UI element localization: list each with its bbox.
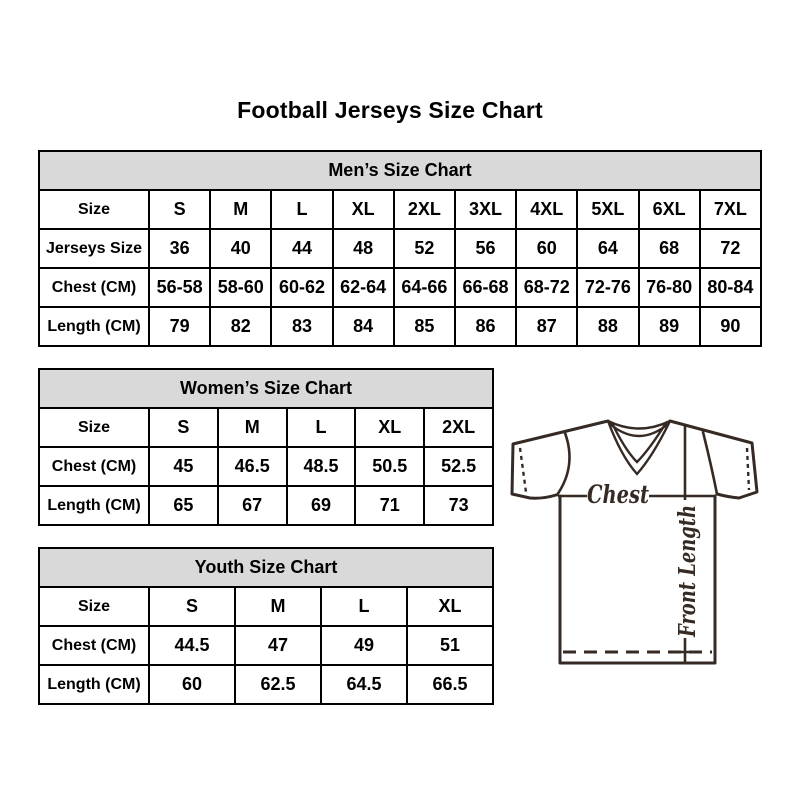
size-value-cell: 86	[455, 307, 516, 346]
row-label: Length (CM)	[39, 665, 149, 704]
size-value-cell: 40	[210, 229, 271, 268]
size-value-cell: 72	[700, 229, 761, 268]
size-value-cell: 6XL	[639, 190, 700, 229]
row-label: Chest (CM)	[39, 268, 149, 307]
size-value-cell: 45	[149, 447, 218, 486]
table-row	[39, 587, 493, 626]
size-value-cell: 68-72	[516, 268, 577, 307]
jersey-measurement-diagram	[503, 398, 781, 680]
size-value-cell: 62-64	[333, 268, 394, 307]
size-value-cell: L	[271, 190, 332, 229]
left-cuff-dashed-line	[520, 448, 526, 492]
size-value-cell: 83	[271, 307, 332, 346]
womens-size-table	[38, 368, 494, 526]
front-length-label: Front Length	[674, 467, 701, 637]
right-cuff-dashed-line	[747, 448, 749, 490]
left-armhole-seam	[557, 433, 570, 495]
table-row	[39, 408, 493, 447]
table-row	[39, 665, 493, 704]
size-value-cell: 80-84	[700, 268, 761, 307]
size-value-cell: 52.5	[424, 447, 493, 486]
right-sleeve-outline	[670, 421, 757, 498]
size-value-cell: 56	[455, 229, 516, 268]
size-value-cell: S	[149, 190, 210, 229]
size-value-cell: 5XL	[577, 190, 638, 229]
size-value-cell: 7XL	[700, 190, 761, 229]
size-value-cell: 60	[149, 665, 235, 704]
size-value-cell: 64.5	[321, 665, 407, 704]
size-value-cell: XL	[355, 408, 424, 447]
right-armhole-seam	[703, 432, 717, 494]
size-value-cell: 68	[639, 229, 700, 268]
row-label: Size	[39, 408, 149, 447]
table-row	[39, 190, 761, 229]
size-value-cell: 48.5	[287, 447, 356, 486]
size-value-cell: 51	[407, 626, 493, 665]
size-value-cell: 48	[333, 229, 394, 268]
size-value-cell: 49	[321, 626, 407, 665]
size-value-cell: 62.5	[235, 665, 321, 704]
size-value-cell: 36	[149, 229, 210, 268]
row-label: Size	[39, 190, 149, 229]
size-value-cell: 67	[218, 486, 287, 525]
size-value-cell: M	[235, 587, 321, 626]
size-value-cell: 47	[235, 626, 321, 665]
size-value-cell: 79	[149, 307, 210, 346]
size-value-cell: L	[321, 587, 407, 626]
table-row	[39, 486, 493, 525]
youth-size-table	[38, 547, 494, 705]
size-value-cell: 89	[639, 307, 700, 346]
size-value-cell: 71	[355, 486, 424, 525]
size-value-cell: 69	[287, 486, 356, 525]
row-label: Chest (CM)	[39, 447, 149, 486]
size-value-cell: 50.5	[355, 447, 424, 486]
size-value-cell: 44	[271, 229, 332, 268]
size-value-cell: 88	[577, 307, 638, 346]
row-label: Length (CM)	[39, 486, 149, 525]
size-value-cell: 85	[394, 307, 455, 346]
size-value-cell: L	[287, 408, 356, 447]
size-value-cell: 46.5	[218, 447, 287, 486]
size-value-cell: 84	[333, 307, 394, 346]
row-label: Jerseys Size	[39, 229, 149, 268]
mens-size-table	[38, 150, 762, 347]
size-value-cell: XL	[407, 587, 493, 626]
youth-table-title: Youth Size Chart	[39, 548, 493, 587]
size-value-cell: 2XL	[394, 190, 455, 229]
size-value-cell: 56-58	[149, 268, 210, 307]
size-value-cell: 65	[149, 486, 218, 525]
row-label: Length (CM)	[39, 307, 149, 346]
row-label: Size	[39, 587, 149, 626]
size-value-cell: 3XL	[455, 190, 516, 229]
size-value-cell: M	[210, 190, 271, 229]
table-row	[39, 447, 493, 486]
page-title: Football Jerseys Size Chart	[237, 97, 543, 123]
table-row	[39, 626, 493, 665]
size-value-cell: 2XL	[424, 408, 493, 447]
size-value-cell: 44.5	[149, 626, 235, 665]
size-value-cell: 72-76	[577, 268, 638, 307]
size-value-cell: 64-66	[394, 268, 455, 307]
table-row	[39, 229, 761, 268]
size-value-cell: 87	[516, 307, 577, 346]
table-row	[39, 307, 761, 346]
size-value-cell: 4XL	[516, 190, 577, 229]
chest-label: Chest	[587, 480, 650, 509]
table-row	[39, 268, 761, 307]
size-value-cell: 76-80	[639, 268, 700, 307]
size-value-cell: 58-60	[210, 268, 271, 307]
size-value-cell: 60	[516, 229, 577, 268]
row-label: Chest (CM)	[39, 626, 149, 665]
size-value-cell: 82	[210, 307, 271, 346]
size-value-cell: 52	[394, 229, 455, 268]
size-value-cell: S	[149, 587, 235, 626]
size-value-cell: 90	[700, 307, 761, 346]
mens-table-title: Men’s Size Chart	[39, 151, 761, 190]
size-value-cell: 73	[424, 486, 493, 525]
size-value-cell: 64	[577, 229, 638, 268]
size-value-cell: 66.5	[407, 665, 493, 704]
size-value-cell: 66-68	[455, 268, 516, 307]
size-value-cell: 60-62	[271, 268, 332, 307]
size-value-cell: XL	[333, 190, 394, 229]
size-value-cell: S	[149, 408, 218, 447]
womens-table-title: Women’s Size Chart	[39, 369, 493, 408]
size-value-cell: M	[218, 408, 287, 447]
